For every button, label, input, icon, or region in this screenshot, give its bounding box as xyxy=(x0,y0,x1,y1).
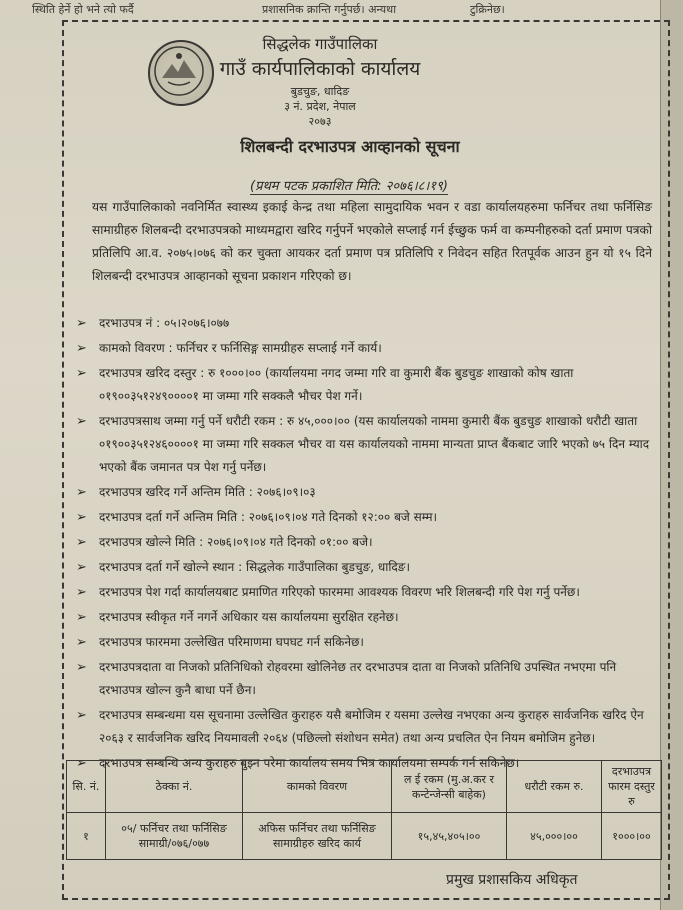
list-item xyxy=(74,337,658,360)
list-item xyxy=(74,410,658,479)
arrow-bullet-icon: ➢ xyxy=(76,316,87,331)
col-header-description: कामको विवरण xyxy=(243,761,392,813)
arrow-bullet-icon: ➢ xyxy=(76,485,87,500)
list-item xyxy=(74,656,658,702)
col-header-deposit: धरौटी रकम रु. xyxy=(507,761,602,813)
list-item xyxy=(74,631,658,654)
table-cell: ०५/ फर्निचर तथा फर्निसिङ सामाग्री/०७६/०७७ xyxy=(106,813,243,860)
table-row xyxy=(67,813,662,860)
col-header-estimate: ल ई रकम (मु.अ.कर र कन्टेन्जेन्सी बाहेक) xyxy=(392,761,507,813)
arrow-bullet-icon: ➢ xyxy=(76,560,87,575)
list-item xyxy=(74,606,658,629)
municipality-name: सिद्धलेक गाउँपालिका xyxy=(262,35,378,53)
notice-title: शिलबन्दी दरभाउपत्र आव्हानको सूचना xyxy=(240,137,460,156)
notice-items xyxy=(74,312,658,777)
tender-table xyxy=(66,760,662,860)
arrow-bullet-icon: ➢ xyxy=(76,610,87,625)
table-header-row xyxy=(67,761,662,813)
list-item-text: दरभाउपत्रसाथ जम्मा गर्नु पर्ने धरौटी रकम : रु ४५,०००।०० (यस कार्यालयको नाममा कुमारी बैंक बुडचुङ शाखाको धरौटी खाता ०१९००३५१२४६००००१ मा जम्मा गरि सक्कल भौचर वा यस कार्यालयको नाममा मान्यता प्राप्त बैंकबाट जारि भएको ७५ दिन म्याद भएको बैंक जमानत पत्र पेश गर्नु पर्नेछ। xyxy=(99,414,650,474)
list-item xyxy=(74,312,658,335)
list-item-text: दरभाउपत्र दर्ता गर्ने अन्तिम मिति : २०७६।०९।०४ गते दिनको १२:०० बजे सम्म। xyxy=(99,510,438,524)
list-item-text: दरभाउपत्र पेश गर्दा कार्यालयबाट प्रमाणित गरिएको फारममा आवश्यक विवरण भरि शिलबन्दी गरि पेश गर्नु पर्नेछ। xyxy=(99,585,580,599)
list-item-text: दरभाउपत्र खरिद गर्ने अन्तिम मिति : २०७६।०९।०३ xyxy=(99,485,316,499)
list-item-text: दरभाउपत्र स्वीकृत गर्ने नगर्ने अधिकार यस कार्यालयमा सुरक्षित रहनेछ। xyxy=(99,610,399,624)
list-item-text: दरभाउपत्र फारममा उल्लेखित परिमाणमा घपघट गर्न सकिनेछ। xyxy=(99,635,364,649)
top-strip-right: टुक्रिनेछ। xyxy=(470,3,505,16)
arrow-bullet-icon: ➢ xyxy=(76,708,87,723)
list-item-text: दरभाउपत्र खरिद दस्तुर : रु १०००।०० (कार्यालयमा नगद जम्मा गरि वा कुमारी बैंक बुडचुङ शाखाको कोष खाता ०१९००३५१२४९००००१ मा जम्मा गरि सक्कलै भौचर पेश गर्ने। xyxy=(99,366,574,403)
table-cell: १०००।०० xyxy=(602,813,662,860)
list-item-text: दरभाउपत्र खोल्ने मिति : २०७६।०९।०४ गते दिनको ०१:०० बजे। xyxy=(99,535,373,549)
intro-paragraph: यस गाउँपालिकाको नवनिर्मित स्वास्थ्य इकाई केन्द्र तथा महिला सामुदायिक भवन र वडा कार्यालयहरुमा फर्निचर तथा फर्निसिङ सामाग्रीहरु शिलबन्दी दरभाउपत्रको माध्यमद्वारा खरिद गर्नुपर्ने भएकोले सप्लाई गर्न ईच्छुक फर्म वा कम्पनीहरुको दर्ता प्रमाण पत्रको प्रतिलिपि आ.व. २०७५।०७६ को कर चुक्ता आयकर दर्ता प्रमाण पत्र प्रतिलिपि र निवेदन सहित रितपूर्वक आउन हुन यो १५ दिने शिलबन्दी दरभाउपत्र आव्हानको सूचना प्रकाशन गरिएको छ। xyxy=(92,200,652,283)
list-item-text: दरभाउपत्रदाता वा निजको प्रतिनिधिको रोहवरमा खोलिनेछ तर दरभाउपत्र दाता वा निजको प्रतिनिधि उपस्थित नभएमा पनि दरभाउपत्र खोल्न कुनै बाधा पर्ने छैन। xyxy=(99,660,617,697)
col-header-contract-no: ठेक्का नं. xyxy=(106,761,243,813)
signatory-title: प्रमुख प्रशासकिय अधिकृत xyxy=(446,872,578,888)
publication-date: (प्रथम पटक प्रकाशित मिति: २०७६।८।१९) xyxy=(250,176,448,195)
list-item xyxy=(74,481,658,504)
arrow-bullet-icon: ➢ xyxy=(76,535,87,550)
arrow-bullet-icon: ➢ xyxy=(76,366,87,381)
table-cell: ४५,०००।०० xyxy=(507,813,602,860)
arrow-bullet-icon: ➢ xyxy=(76,660,87,675)
list-item xyxy=(74,531,658,554)
top-strip-middle: प्रशासनिक क्रान्ति गर्नुपर्छ। अन्यथा xyxy=(262,3,397,16)
list-item xyxy=(74,556,658,579)
arrow-bullet-icon: ➢ xyxy=(76,414,87,429)
list-item xyxy=(74,704,658,750)
table-cell: १५,४५,४०५।०० xyxy=(392,813,507,860)
col-header-sn: सि. नं. xyxy=(67,761,106,813)
list-item-text: दरभाउपत्र सम्बन्धि अन्य कुराहरु बुझ्न परेमा कार्यालय समय भित्र कार्यालयमा सम्पर्क गर्न सकिनेछ। xyxy=(99,756,520,770)
arrow-bullet-icon: ➢ xyxy=(76,756,87,771)
col-header-form-fee: दरभाउपत्र फारम दस्तुर रु xyxy=(602,761,662,813)
top-strip xyxy=(0,0,683,20)
list-item-text: दरभाउपत्र सम्बन्धमा यस सूचनामा उल्लेखित कुराहरु यसै बमोजिम र यसमा उल्लेख नभएका अन्य कुराहरु सार्वजनिक खरिद ऐन २०६३ र सार्वजनिक खरिद नियमावली २०६४ (पछिल्लो संशोधन समेत) तथा अन्य प्रचलित ऐन नियम बमोजिम हुनेछ। xyxy=(99,708,644,745)
list-item xyxy=(74,581,658,604)
list-item xyxy=(74,506,658,529)
list-item-text: दरभाउपत्र दर्ता गर्ने खोल्ने स्थान : सिद्धलेक गाउँपालिका बुडचुङ, धादिङ। xyxy=(99,560,411,574)
header-year: २०७३ xyxy=(308,115,332,128)
arrow-bullet-icon: ➢ xyxy=(76,341,87,356)
office-name: गाउँ कार्यपालिकाको कार्यालय xyxy=(219,58,421,80)
office-province: ३ नं. प्रदेश, नेपाल xyxy=(284,100,356,113)
arrow-bullet-icon: ➢ xyxy=(76,510,87,525)
list-item xyxy=(74,362,658,408)
top-strip-left: स्थिति हेर्ने हो भने त्यो फर्दै xyxy=(32,3,134,16)
arrow-bullet-icon: ➢ xyxy=(76,635,87,650)
arrow-bullet-icon: ➢ xyxy=(76,585,87,600)
list-item-text: दरभाउपत्र नं : ०५।२०७६।०७७ xyxy=(99,316,230,330)
office-place: बुडचुङ, धादिङ xyxy=(290,85,350,98)
table-cell: अफिस फर्निचर तथा फर्निसिङ सामाग्रीहरु खरिद कार्य xyxy=(243,813,392,860)
list-item-text: कामको विवरण : फर्निचर र फर्निसिङ्ग सामग्रीहरु सप्लाई गर्ने कार्य। xyxy=(99,341,382,355)
table-cell: १ xyxy=(67,813,106,860)
